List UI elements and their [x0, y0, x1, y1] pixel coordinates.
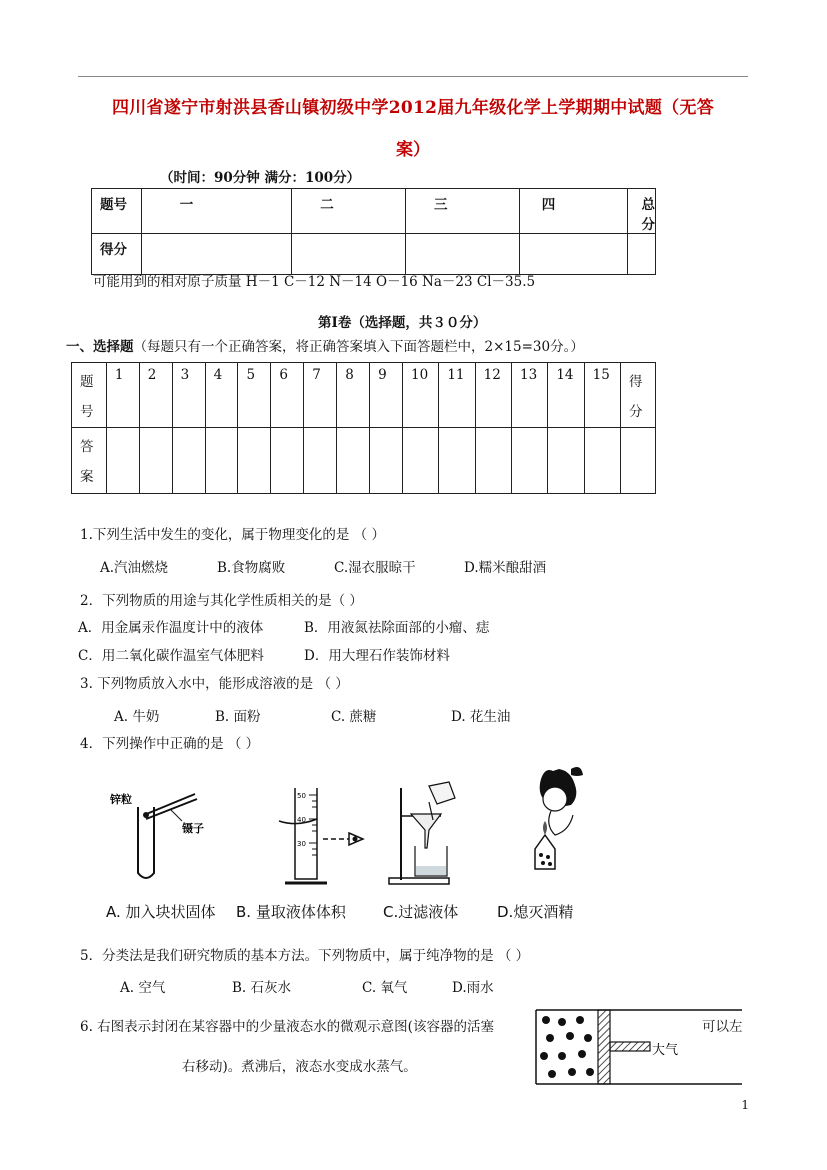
beaker-upper	[429, 782, 455, 804]
score-header-row	[92, 189, 656, 234]
answer-cell[interactable]	[548, 428, 584, 494]
q1-option-a: A.汽油燃烧	[100, 560, 169, 576]
tweezers-pointer	[170, 809, 182, 821]
body-outline	[549, 811, 573, 835]
page-title: 四川省遂宁市射洪县香山镇初级中学2012届九年级化学上学期期中试题（无答	[111, 98, 715, 118]
question-2-stem: 2．下列物质的用途与其化学性质相关的是（ ）	[80, 593, 363, 609]
atomic-masses: 可能用到的相对原子质量 H－1 C－12 N－14 O－16 Na－23 Cl－35.5	[93, 274, 536, 290]
question-1-stem: 1.下列生活中发生的变化，属于物理变化的是 （ ）	[80, 527, 385, 543]
section-intro-text: （每题只有一个正确答案，将正确答案填入下面答题栏中，2×15=30分。）	[133, 339, 584, 355]
q3-option-b: B. 面粉	[215, 709, 261, 725]
cylinder-tick-label: 30	[297, 840, 306, 848]
filtrate	[416, 866, 446, 875]
cylinder-body	[295, 788, 317, 879]
q5-option-d: D.雨水	[452, 980, 494, 996]
alcohol-lamp-icon	[535, 835, 555, 869]
score-cell[interactable]	[292, 234, 406, 275]
score-cell[interactable]	[627, 234, 656, 275]
container-diagram	[532, 1006, 742, 1088]
q5-option-c: C. 氧气	[362, 980, 408, 996]
zinc-granule	[143, 812, 149, 818]
q4-option-a: A. 加入块状固体	[106, 903, 216, 921]
stand-base	[389, 878, 449, 884]
answer-cell[interactable]	[475, 428, 511, 494]
answer-number-cell: 11	[439, 363, 475, 428]
score-header-cell: 一	[141, 189, 292, 234]
answer-cell[interactable]	[205, 428, 238, 494]
graduated-cylinder-figure	[275, 783, 375, 888]
q3-option-a: A. 牛奶	[114, 709, 160, 725]
water-molecules	[540, 1016, 594, 1078]
answer-cell[interactable]	[139, 428, 172, 494]
answer-number-cell: 4	[205, 363, 238, 428]
answer-number-cell: 15	[584, 363, 620, 428]
exam-info: （时间：90分钟 满分：100分）	[160, 170, 361, 186]
answer-cell[interactable]	[172, 428, 205, 494]
score-table	[91, 188, 656, 275]
filtration-figure	[385, 780, 495, 888]
score-cell[interactable]	[519, 234, 627, 275]
q2-option-d: D．用大理石作装饰材料	[304, 648, 450, 664]
tweezers-upper	[144, 794, 195, 815]
q4-option-c: C.过滤液体	[383, 903, 459, 921]
answer-cell[interactable]	[584, 428, 620, 494]
q1-option-d: D.糯米酿甜酒	[464, 560, 547, 576]
q1-option-b: B.食物腐败	[217, 560, 286, 576]
ponytail-icon	[571, 767, 583, 776]
q4-option-d: D.熄灭酒精	[497, 903, 574, 921]
answer-number-cell: 14	[548, 363, 584, 428]
flame-icon	[543, 821, 547, 835]
funnel	[411, 814, 441, 848]
answer-row-label: 题 号	[72, 363, 107, 428]
q4-option-b: B. 量取液体体积	[236, 903, 346, 921]
answer-number-cell: 6	[271, 363, 304, 428]
answer-number-cell: 3	[172, 363, 205, 428]
cylinder-tick-label: 50	[297, 792, 306, 800]
answer-number-cell: 12	[475, 363, 511, 428]
tweezers-label: 镊子	[182, 822, 204, 835]
zinc-label: 锌粒	[110, 793, 132, 806]
face-icon	[543, 787, 567, 811]
answer-cell[interactable]	[370, 428, 403, 494]
answer-number-cell: 7	[304, 363, 337, 428]
q5-option-b: B. 石灰水	[232, 980, 292, 996]
answer-number-cell: 1	[106, 363, 139, 428]
atmosphere-label: 大气	[652, 1043, 679, 1058]
answer-number-cell: 8	[337, 363, 370, 428]
score-header-cell: 总分	[627, 189, 656, 234]
answer-score-label: 得 分	[620, 363, 655, 428]
header-rule	[78, 76, 748, 77]
question-3-stem: 3. 下列物质放入水中，能形成溶液的是 （ ）	[80, 676, 349, 692]
question-4-stem: 4．下列操作中正确的是 （ ）	[80, 736, 260, 752]
score-row-label: 得分	[92, 234, 142, 275]
page-title-continued: 案）	[396, 140, 430, 160]
piston-rod	[610, 1042, 650, 1051]
answer-cell[interactable]	[403, 428, 439, 494]
answer-number-cell: 2	[139, 363, 172, 428]
section-intro-label: 一、选择题	[66, 339, 134, 355]
score-cell[interactable]	[141, 234, 292, 275]
answer-number-cell: 5	[238, 363, 271, 428]
score-header-cell: 题号	[92, 189, 142, 234]
question-6-stem-end: 可以左	[702, 1019, 743, 1035]
question-6-stem-continued: 右移动)。煮沸后，液态水变成水蒸气。	[182, 1059, 417, 1075]
score-cell[interactable]	[406, 234, 520, 275]
question-6-stem: 6. 右图表示封闭在某容器中的少量液态水的微观示意图(该容器的活塞	[80, 1019, 494, 1035]
score-value-row	[92, 234, 656, 275]
eye-pupil	[353, 837, 358, 842]
q2-option-a: A．用金属汞作温度计中的液体	[78, 620, 264, 636]
answer-cell[interactable]	[106, 428, 139, 494]
answer-cell[interactable]	[439, 428, 475, 494]
section-title: 第Ⅰ卷（选择题，共３０分）	[318, 315, 487, 331]
answer-input-row	[72, 428, 656, 494]
test-tube-figure	[100, 785, 230, 885]
q3-option-c: C. 蔗糖	[331, 709, 377, 725]
answer-cell[interactable]	[304, 428, 337, 494]
answer-cell[interactable]	[271, 428, 304, 494]
answer-row-label: 答 案	[72, 428, 107, 494]
q5-option-a: A. 空气	[120, 980, 166, 996]
alcohol-lamp-figure	[515, 765, 605, 890]
q3-option-d: D. 花生油	[451, 709, 511, 725]
q2-option-b: B．用液氮祛除面部的小瘤、痣	[304, 620, 490, 636]
answer-number-cell: 9	[370, 363, 403, 428]
score-header-cell: 三	[406, 189, 520, 234]
piston	[598, 1010, 610, 1084]
score-header-cell: 二	[292, 189, 406, 234]
q1-option-c: C.湿衣服晾干	[334, 560, 416, 576]
answer-number-row	[72, 363, 656, 428]
answer-number-cell: 13	[512, 363, 548, 428]
answer-score-cell[interactable]	[620, 428, 655, 494]
cylinder-tick-label: 40	[297, 816, 306, 824]
answer-table	[71, 362, 656, 494]
q2-option-c: C．用二氧化碳作温室气体肥料	[78, 648, 264, 664]
answer-number-cell: 10	[403, 363, 439, 428]
answer-cell[interactable]	[512, 428, 548, 494]
question-5-stem: 5．分类法是我们研究物质的基本方法。下列物质中，属于纯净物的是 （ ）	[80, 948, 530, 964]
score-header-cell: 四	[519, 189, 627, 234]
answer-cell[interactable]	[238, 428, 271, 494]
page-number: 1	[741, 1098, 749, 1112]
answer-cell[interactable]	[337, 428, 370, 494]
section-intro	[66, 335, 584, 355]
